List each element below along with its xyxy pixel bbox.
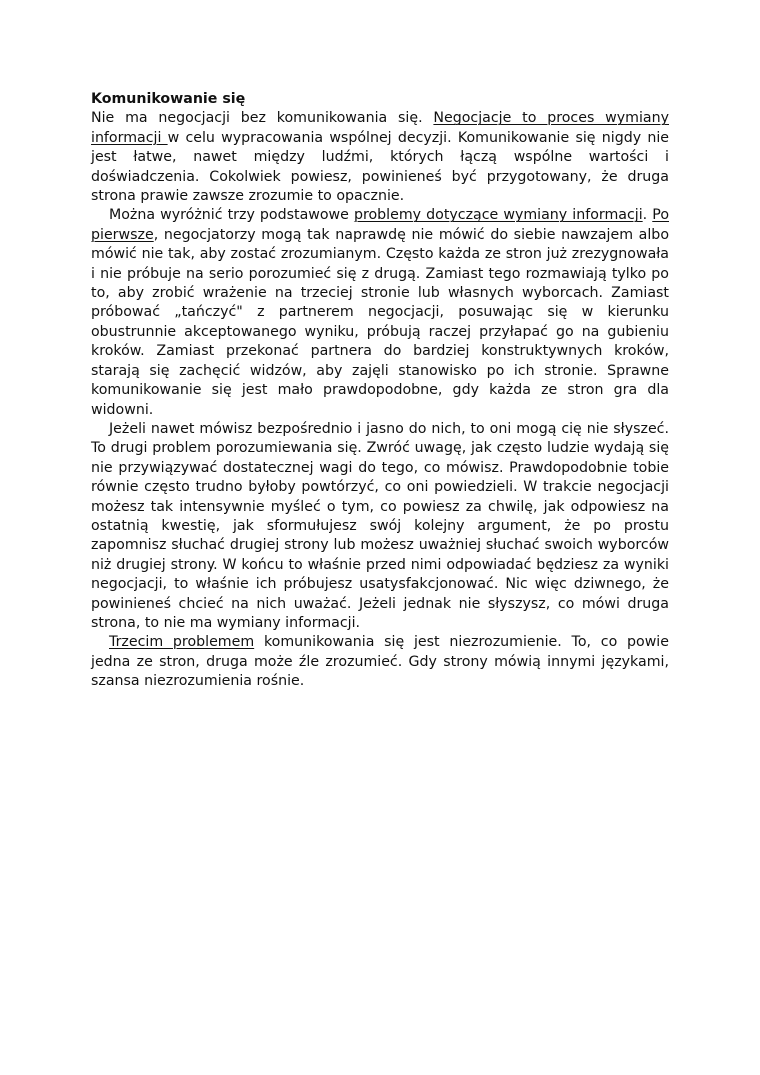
paragraph-2-underlined-phrase-1: problemy dotyczące wymiany informacji	[353, 207, 643, 224]
paragraph-2-text-a: Można wyróżnić trzy podstawowe	[109, 207, 354, 224]
paragraph-4-underlined-phrase: Trzecim problemem	[109, 634, 255, 651]
paragraph-3	[91, 420, 669, 633]
paragraph-2-text-c: , negocjatorzy mogą tak naprawdę nie mówić do siebie nawzajem albo mówić nie tak, aby zostać zrozumianym. Często każda ze stron już zrezygnowała i nie próbuje na serio porozumieć się z drugą. Zamiast tego rozmawiają tylko po to, aby zrobić wrażenie na trzeciej stronie lub własnych wyborcach. Zamiast próbować „tańczyć" z partnerem negocjacji, posuwając się w kierunku obustrunnie akceptowanego wyniku, próbują raczej przyłapać go na gubieniu kroków. Zamiast przekonać partnera do bardziej konstruktywnych kroków, starają się zachęcić widzów, aby zajęli stanowisko po ich stronie. Sprawne komunikowanie się jest mało prawdopodobne, gdy każda ze stron gra dla widowni.	[91, 226, 669, 418]
document-page	[91, 90, 669, 692]
paragraph-1-text-b: w celu wypracowania wspólnej decyzji. Komunikowanie się nigdy nie jest łatwe, nawet między ludźmi, których łączą wspólne wartości i doświadczenia. Cokolwiek powiesz, powinieneś być przygotowany, że druga strona prawie zawsze zrozumie to opacznie.	[91, 129, 669, 205]
paragraph-1-text-a: Nie ma negocjacji bez komunikowania się.	[91, 110, 434, 127]
paragraph-1-underlined-phrase: Negocjacje to proces wymiany informacji	[91, 110, 669, 146]
paragraph-4	[91, 633, 669, 691]
paragraph-2-underlined-phrase-2: Po pierwsze	[91, 207, 669, 243]
paragraph-2-text-b: .	[642, 207, 653, 224]
paragraph-2	[91, 206, 669, 419]
paragraph-1	[91, 109, 669, 206]
document-heading: Komunikowanie się	[91, 91, 246, 107]
paragraph-3-text: Jeżeli nawet mówisz bezpośrednio i jasno do nich, to oni mogą cię nie słyszeć. To drugi problem porozumiewania się. Zwróć uwagę, jak często ludzie wydają się nie przywiązywać dostatecznej wagi do tego, co mówisz. Prawdopodobnie tobie równie często trudno byłoby powtórzyć, co oni powiedzieli. W trakcie negocjacji możesz tak intensywnie myśleć o tym, co powiesz za chwilę, jak odpowiesz na ostatnią kwestię, jak sformułujesz swój kolejny argument, że po prostu zapomnisz słuchać drugiej strony lub możesz uważniej słuchać swoich wyborców niż drugiej strony. W końcu to właśnie przed nimi odpowiadać będziesz za wyniki negocjacji, to właśnie ich próbujesz usatysfakcjonować. Nic więc dziwnego, że powinieneś chcieć na nich uważać. Jeżeli jednak nie słyszysz, co mówi druga strona, to nie ma wymiany informacji.	[91, 420, 669, 631]
paragraph-4-text: komunikowania się jest niezrozumienie. To, co powie jedna ze stron, druga może źle zrozumieć. Gdy strony mówią innymi językami, szansa niezrozumienia rośnie.	[91, 634, 669, 690]
